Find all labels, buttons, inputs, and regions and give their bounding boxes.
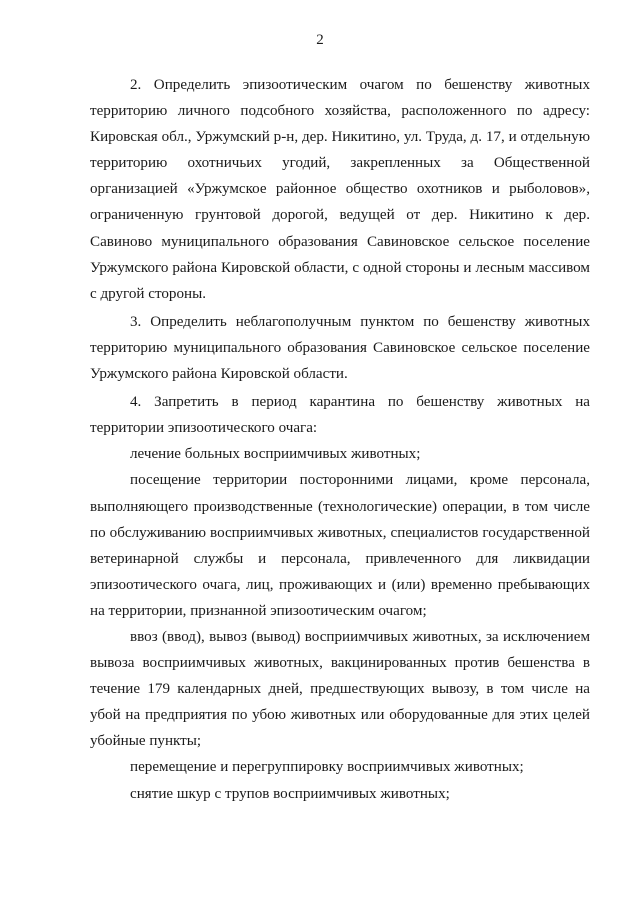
list-item-transport: ввоз (ввод), вывоз (вывод) восприимчивых животных, за исключением вывоза восприимчивых животных, вакцинированных против бешенства в течение 179 календарных дней, предшествующих вывозу, в том числе на убой на предприятия по убою животных или оборудованные для этих целей убойные пункты;: [90, 628, 590, 750]
list-item-visits: посещение территории посторонними лицами, кроме персонала, выполняющего производственные (технологические) операции, в том числе по обслуживанию восприимчивых животных, специалистов государственной ветеринарной службы и персонала, привлеченного для ликвидации эпизоотического очага, лиц, проживающих и (или) временно пребывающих на территории, признанной эпизоотическим очагом;: [90, 472, 590, 619]
paragraph-item-4: 4. Запретить в период карантина по бешенству животных на территории эпизоотического очага:: [90, 394, 590, 437]
list-item-regrouping: перемещение и перегруппировку восприимчивых животных;: [130, 759, 524, 776]
paragraph-item-3: 3. Определить неблагополучным пунктом по бешенству животных территорию муниципального образования Савиновское сельское поселение Уржумского района Кировской области.: [90, 313, 590, 383]
page-number: 2: [316, 32, 324, 48]
list-item-skinning: снятие шкур с трупов восприимчивых животных;: [130, 785, 450, 802]
document-body: [90, 72, 590, 807]
list-item-treatment: лечение больных восприимчивых животных;: [130, 446, 421, 463]
paragraph-item-2: 2. Определить эпизоотическим очагом по бешенству животных территорию личного подсобного хозяйства, расположенного по адресу: Кировская обл., Уржумский р-н, дер. Никитино, ул. Труда, д. 17, и отдельную территорию охотничьих угодий, закрепленных за Общественной организацией «Уржумское районное общество охотников и рыболовов», ограниченную грунтовой дорогой, ведущей от дер. Никитино к дер. Савиново муниципального образования Савиновское сельское поселение Уржумского района Кировской области, с одной стороны и лесным массивом с другой стороны.: [90, 77, 590, 302]
